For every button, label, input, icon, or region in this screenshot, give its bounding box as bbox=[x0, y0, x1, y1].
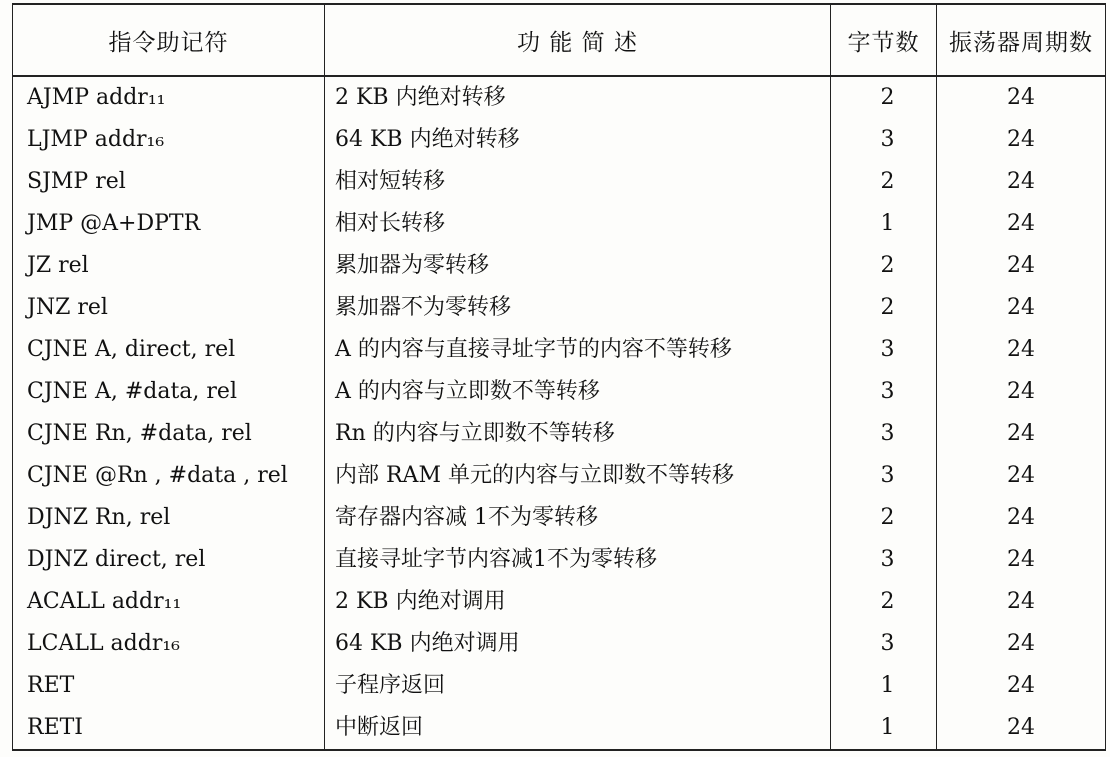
mnemonic-cell: SJMP rel bbox=[13, 161, 325, 203]
mnemonic-cell: ACALL addr₁₁ bbox=[13, 581, 325, 623]
mnemonic-cell: CJNE A, #data, rel bbox=[13, 371, 325, 413]
cycles-cell: 24 bbox=[937, 329, 1106, 371]
table-row bbox=[13, 287, 1106, 329]
cycles-cell: 24 bbox=[937, 413, 1106, 455]
table-row bbox=[13, 203, 1106, 245]
header-mnemonic: 指令助记符 bbox=[13, 4, 325, 76]
header-bytes: 字节数 bbox=[831, 4, 937, 76]
description-cell: 寄存器内容减 1不为零转移 bbox=[325, 497, 831, 539]
header-cycles: 振荡器周期数 bbox=[937, 4, 1106, 76]
description-cell: 累加器不为零转移 bbox=[325, 287, 831, 329]
description-cell: 中断返回 bbox=[325, 707, 831, 750]
cycles-cell: 24 bbox=[937, 287, 1106, 329]
mnemonic-cell: JZ rel bbox=[13, 245, 325, 287]
table-row bbox=[13, 455, 1106, 497]
bytes-cell: 2 bbox=[831, 581, 937, 623]
bytes-cell: 3 bbox=[831, 371, 937, 413]
bytes-cell: 2 bbox=[831, 287, 937, 329]
table-row bbox=[13, 76, 1106, 119]
description-cell: 累加器为零转移 bbox=[325, 245, 831, 287]
cycles-cell: 24 bbox=[937, 623, 1106, 665]
table-row bbox=[13, 539, 1106, 581]
mnemonic-cell: DJNZ Rn, rel bbox=[13, 497, 325, 539]
description-cell: 子程序返回 bbox=[325, 665, 831, 707]
table-row bbox=[13, 413, 1106, 455]
table-row bbox=[13, 329, 1106, 371]
table-row bbox=[13, 245, 1106, 287]
mnemonic-cell: CJNE A, direct, rel bbox=[13, 329, 325, 371]
cycles-cell: 24 bbox=[937, 371, 1106, 413]
description-cell: 相对短转移 bbox=[325, 161, 831, 203]
table-row bbox=[13, 371, 1106, 413]
description-cell: Rn 的内容与立即数不等转移 bbox=[325, 413, 831, 455]
table-row bbox=[13, 665, 1106, 707]
description-cell: 64 KB 内绝对转移 bbox=[325, 119, 831, 161]
bytes-cell: 3 bbox=[831, 539, 937, 581]
cycles-cell: 24 bbox=[937, 539, 1106, 581]
mnemonic-cell: JNZ rel bbox=[13, 287, 325, 329]
bytes-cell: 3 bbox=[831, 119, 937, 161]
bytes-cell: 2 bbox=[831, 245, 937, 287]
cycles-cell: 24 bbox=[937, 203, 1106, 245]
mnemonic-cell: JMP @A+DPTR bbox=[13, 203, 325, 245]
bytes-cell: 1 bbox=[831, 665, 937, 707]
mnemonic-cell: RETI bbox=[13, 707, 325, 750]
bytes-cell: 1 bbox=[831, 203, 937, 245]
cycles-cell: 24 bbox=[937, 245, 1106, 287]
mnemonic-cell: CJNE Rn, #data, rel bbox=[13, 413, 325, 455]
table-row bbox=[13, 581, 1106, 623]
mnemonic-cell: RET bbox=[13, 665, 325, 707]
description-cell: A 的内容与直接寻址字节的内容不等转移 bbox=[325, 329, 831, 371]
table-row bbox=[13, 707, 1106, 750]
mnemonic-cell: DJNZ direct, rel bbox=[13, 539, 325, 581]
mnemonic-cell: LCALL addr₁₆ bbox=[13, 623, 325, 665]
description-cell: 直接寻址字节内容减1不为零转移 bbox=[325, 539, 831, 581]
bytes-cell: 2 bbox=[831, 497, 937, 539]
table-row bbox=[13, 161, 1106, 203]
table-row bbox=[13, 497, 1106, 539]
cycles-cell: 24 bbox=[937, 707, 1106, 750]
description-cell: 2 KB 内绝对调用 bbox=[325, 581, 831, 623]
description-cell: 相对长转移 bbox=[325, 203, 831, 245]
description-cell: 内部 RAM 单元的内容与立即数不等转移 bbox=[325, 455, 831, 497]
instruction-table bbox=[12, 3, 1106, 751]
cycles-cell: 24 bbox=[937, 161, 1106, 203]
description-cell: 64 KB 内绝对调用 bbox=[325, 623, 831, 665]
table-row bbox=[13, 623, 1106, 665]
cycles-cell: 24 bbox=[937, 665, 1106, 707]
header-row bbox=[13, 4, 1106, 76]
header-description: 功 能 简 述 bbox=[325, 4, 831, 76]
bytes-cell: 3 bbox=[831, 455, 937, 497]
mnemonic-cell: LJMP addr₁₆ bbox=[13, 119, 325, 161]
bytes-cell: 2 bbox=[831, 76, 937, 119]
cycles-cell: 24 bbox=[937, 119, 1106, 161]
table-row bbox=[13, 119, 1106, 161]
mnemonic-cell: CJNE @Rn , #data , rel bbox=[13, 455, 325, 497]
cycles-cell: 24 bbox=[937, 76, 1106, 119]
description-cell: 2 KB 内绝对转移 bbox=[325, 76, 831, 119]
table-body bbox=[13, 76, 1106, 750]
bytes-cell: 1 bbox=[831, 707, 937, 750]
bytes-cell: 3 bbox=[831, 329, 937, 371]
description-cell: A 的内容与立即数不等转移 bbox=[325, 371, 831, 413]
table-header bbox=[13, 4, 1106, 76]
bytes-cell: 3 bbox=[831, 623, 937, 665]
cycles-cell: 24 bbox=[937, 455, 1106, 497]
bytes-cell: 3 bbox=[831, 413, 937, 455]
bytes-cell: 2 bbox=[831, 161, 937, 203]
cycles-cell: 24 bbox=[937, 581, 1106, 623]
mnemonic-cell: AJMP addr₁₁ bbox=[13, 76, 325, 119]
cycles-cell: 24 bbox=[937, 497, 1106, 539]
